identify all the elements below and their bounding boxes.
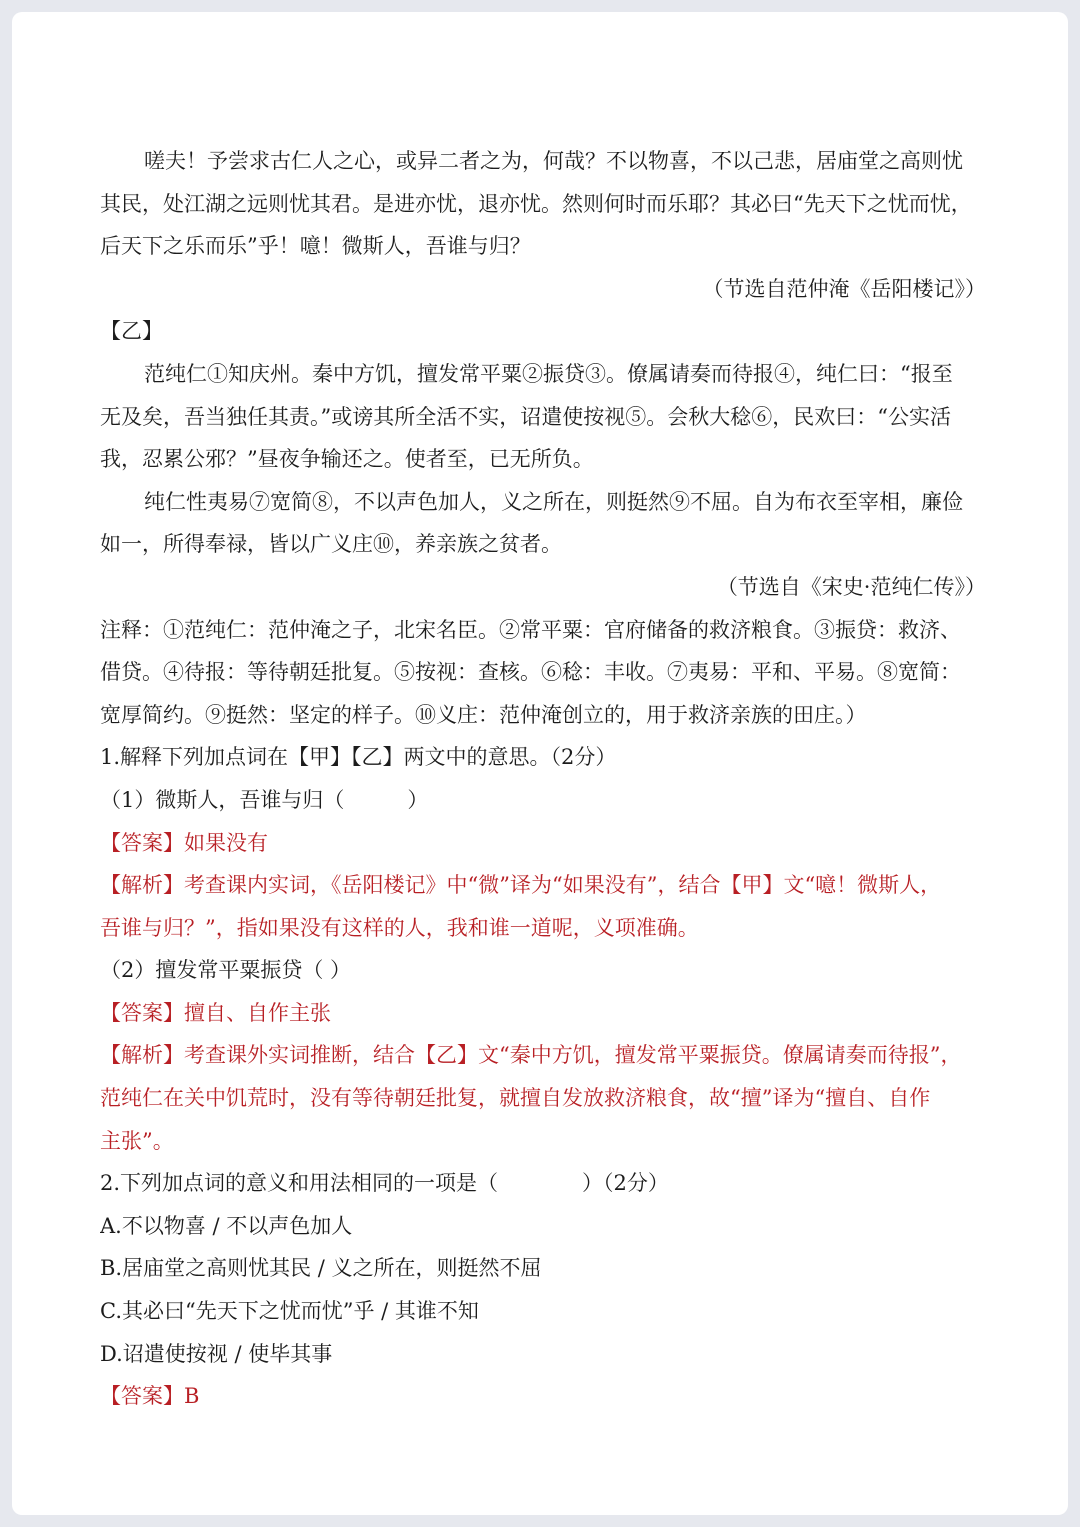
analysis-text: 考查课内实词，《岳阳楼记》中“微”译为“如果没有”，结合【甲】文“噫！微斯人， bbox=[184, 873, 942, 898]
notes-line: 借贷。④待报：等待朝廷批复。⑤按视：查核。⑥稔：丰收。⑦夷易：平和、平易。⑧宽简： bbox=[100, 660, 961, 685]
question-1-stem: 1.解释下列加点词在【甲】【乙】两文中的意思。（2分） bbox=[100, 745, 617, 770]
question-1-2-analysis-cont: 主张”。 bbox=[100, 1128, 174, 1153]
passage-yi-line: 纯仁性夷易⑦宽简⑧，不以声色加人，义之所在，则挺然⑨不屈。自为布衣至宰相，廉俭 bbox=[144, 489, 963, 514]
passage-yi-line: 无及矣，吾当独任其责。”或谤其所全活不实，诏遣使按视⑤。会秋大稔⑥，民欢曰：“公实活 bbox=[100, 404, 951, 429]
document-content bbox=[100, 140, 1006, 1418]
analysis-tag: 【解析】 bbox=[100, 1043, 184, 1068]
notes-line: 注释：①范纯仁：范仲淹之子，北宋名臣。②常平粟：官府储备的救济粮食。③振贷：救济、 bbox=[100, 617, 961, 642]
analysis-text: 考查课外实词推断，结合【乙】文“秦中方饥，擅发常平粟振贷。僚属请奏而待报”， bbox=[184, 1043, 962, 1068]
answer-tag: 【答案】 bbox=[100, 1000, 184, 1025]
passage-yi-line: 范纯仁①知庆州。秦中方饥，擅发常平粟②振贷③。僚属请奏而待报④，纯仁曰：“报至 bbox=[144, 361, 953, 386]
question-1-1-stem: （1）微斯人，吾谁与归（ ） bbox=[100, 787, 429, 812]
document-page bbox=[12, 12, 1068, 1515]
answer-tag: 【答案】 bbox=[100, 830, 184, 855]
question-1-2-answer bbox=[100, 992, 1006, 1035]
question-1-1-analysis-cont: 吾谁与归？”，指如果没有这样的人，我和谁一道呢，义项准确。 bbox=[100, 915, 699, 940]
passage-yi-label: 【乙】 bbox=[100, 319, 163, 344]
answer-text: 如果没有 bbox=[184, 830, 268, 855]
passage-jia-source: （节选自范仲淹《岳阳楼记》） bbox=[702, 276, 986, 301]
passage-yi-line: 我，忍累公邪？”昼夜争输还之。使者至，已无所负。 bbox=[100, 447, 594, 472]
question-2-answer bbox=[100, 1375, 1006, 1418]
analysis-tag: 【解析】 bbox=[100, 873, 184, 898]
question-1-2-analysis bbox=[100, 1034, 1006, 1077]
answer-tag: 【答案】 bbox=[100, 1384, 184, 1409]
option-a: A.不以物喜 / 不以声色加人 bbox=[100, 1213, 353, 1238]
passage-jia-line: 其民，处江湖之远则忧其君。是进亦忧，退亦忧。然则何时而乐耶？其必曰“先天下之忧而忧， bbox=[100, 191, 972, 216]
question-1-1-answer bbox=[100, 822, 1006, 865]
question-1-1-analysis bbox=[100, 864, 1006, 907]
answer-text: 擅自、自作主张 bbox=[184, 1000, 331, 1025]
passage-yi-source: （节选自《宋史·范纯仁传》） bbox=[716, 574, 986, 599]
notes-line: 宽厚简约。⑨挺然：坚定的样子。⑩义庄：范仲淹创立的，用于救济亲族的田庄。） bbox=[100, 702, 867, 727]
answer-text: B bbox=[184, 1384, 200, 1409]
passage-jia-line: 后天下之乐而乐”乎！噫！微斯人，吾谁与归？ bbox=[100, 234, 531, 259]
question-1-2-stem: （2）擅发常平粟振贷（ ） bbox=[100, 958, 352, 983]
option-b: B.居庙堂之高则忧其民 / 义之所在，则挺然不屈 bbox=[100, 1256, 542, 1281]
option-d: D.诏遣使按视 / 使毕其事 bbox=[100, 1341, 333, 1366]
question-1-2-analysis-cont: 范纯仁在关中饥荒时，没有等待朝廷批复，就擅自发放救济粮食，故“擅”译为“擅自、自作 bbox=[100, 1086, 931, 1111]
passage-yi-line: 如一，所得奉禄，皆以广义庄⑩，养亲族之贫者。 bbox=[100, 532, 562, 557]
question-2-stem: 2.下列加点词的意义和用法相同的一项是（ ）（2分） bbox=[100, 1171, 669, 1196]
option-c: C.其必曰“先天下之忧而忧”乎 / 其谁不知 bbox=[100, 1299, 479, 1324]
passage-jia-line: 嗟夫！予尝求古仁人之心，或异二者之为，何哉？不以物喜，不以己悲，居庙堂之高则忧 bbox=[144, 149, 963, 173]
